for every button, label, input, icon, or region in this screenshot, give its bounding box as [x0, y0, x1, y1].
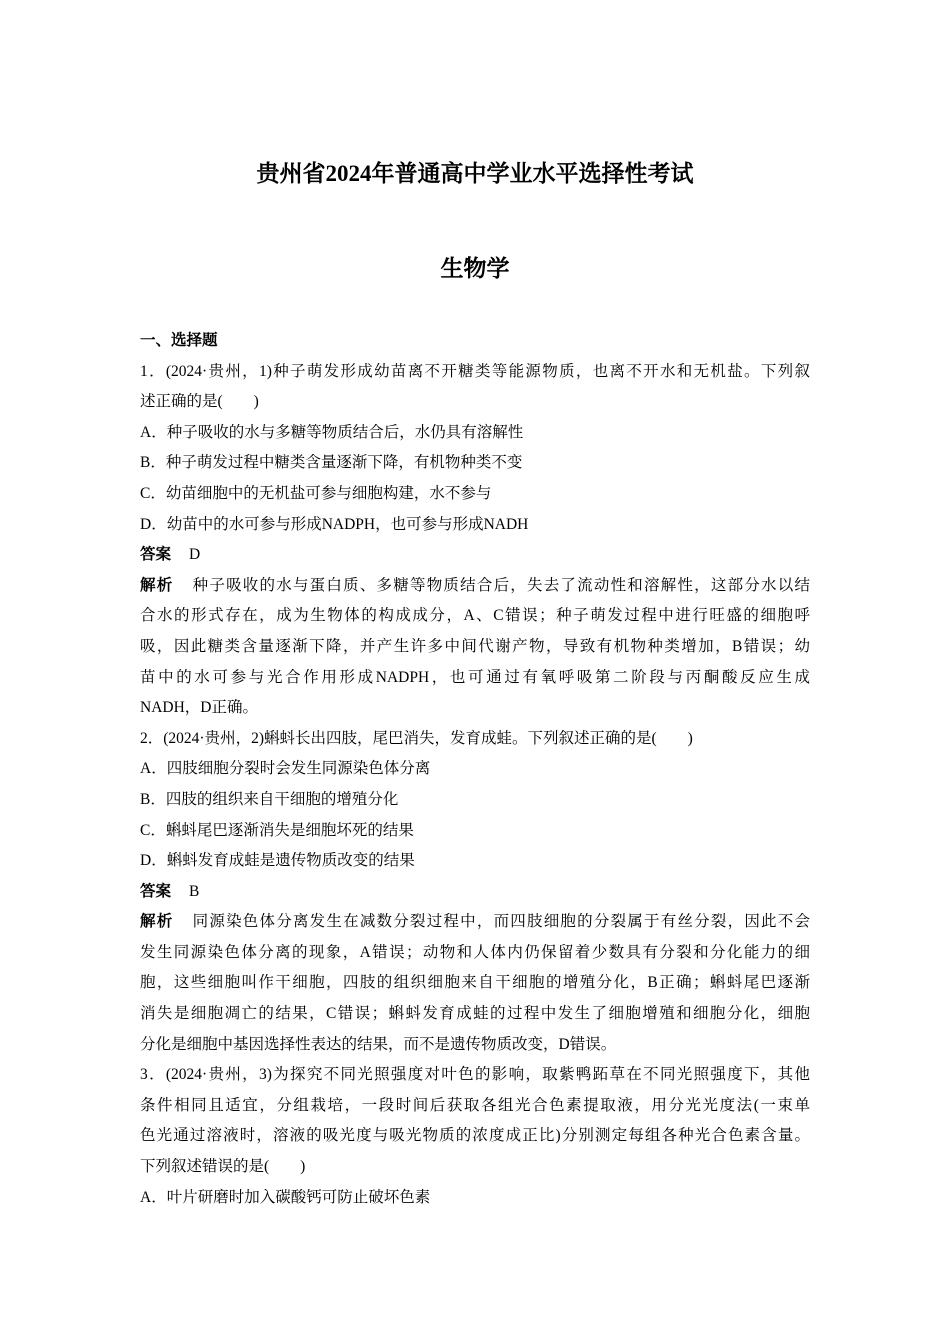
answer-line: [140, 877, 810, 908]
option-b: B．四肢的组织来自干细胞的增殖分化: [140, 790, 399, 808]
option-a: A．四肢细胞分裂时会发生同源染色体分离: [140, 760, 431, 778]
analysis-label: 解析: [140, 576, 174, 594]
analysis-line: 分化是细胞中基因选择性表达的结果，而不是遗传物质改变，D错误。: [140, 1035, 617, 1053]
analysis-line: [140, 907, 810, 938]
option-a: A．种子吸收的水与多糖等物质结合后，水仍具有溶解性: [140, 423, 524, 441]
analysis-line: 消失是细胞凋亡的结果，C错误；蝌蚪发育成蛙的过程中发生了细胞增殖和细胞分化，细胞: [140, 1005, 810, 1023]
option-d: D．幼苗中的水可参与形成NADPH，也可参与形成NADH: [140, 515, 529, 533]
answer-value: B: [189, 882, 200, 900]
question-stem-line: 色光通过溶液时，溶液的吸光度与吸光物质的浓度成正比)分别测定每组各种光合色素含量。: [140, 1127, 810, 1145]
question-stem-line: 述正确的是( ): [140, 393, 259, 411]
answer-label: 答案: [140, 546, 172, 564]
option-b: B．种子萌发过程中糖类含量逐渐下降，有机物种类不变: [140, 454, 523, 472]
analysis-line: [140, 571, 810, 602]
question-3: [140, 1060, 810, 1213]
analysis-label: 解析: [140, 913, 174, 931]
analysis-line: NADH，D正确。: [140, 699, 258, 717]
document-title: 贵州省2024年普通高中学业水平选择性考试: [256, 161, 694, 186]
question-stem-line: 1．(2024·贵州，1)种子萌发形成幼苗离不开糖类等能源物质，也离不开水和无机盐。下列叙: [140, 362, 810, 380]
option-c: C．蝌蚪尾巴逐渐消失是细胞坏死的结果: [140, 821, 414, 839]
option-a: A．叶片研磨时加入碳酸钙可防止破坏色素: [140, 1188, 431, 1206]
question-stem-line: 3．(2024·贵州，3)为探究不同光照强度对叶色的影响，取紫鸭跖草在不同光照强度下，其他: [140, 1066, 810, 1084]
question-stem-line: 条件相同且适宜，分组栽培，一段时间后获取各组光合色素提取液，用分光光度法(一束单: [140, 1096, 810, 1114]
section-heading: 一、选择题: [140, 332, 218, 349]
analysis-text: 种子吸收的水与蛋白质、多糖等物质结合后，失去了流动性和溶解性，这部分水以结: [191, 576, 810, 594]
question-stem-line: 下列叙述错误的是( ): [140, 1158, 306, 1176]
analysis-line: 合水的形式存在，成为生物体的构成成分，A、C错误；种子萌发过程中进行旺盛的细胞呼: [140, 607, 810, 625]
option-d: D．蝌蚪发育成蛙是遗传物质改变的结果: [140, 852, 415, 870]
answer-line: [140, 540, 810, 571]
analysis-line: 苗中的水可参与光合作用形成NADPH，也可通过有氧呼吸第二阶段与丙酮酸反应生成: [140, 668, 810, 686]
analysis-text: 同源染色体分离发生在减数分裂过程中，而四肢细胞的分裂属于有丝分裂，因此不会: [191, 913, 810, 931]
question-1: [140, 357, 810, 724]
option-c: C．幼苗细胞中的无机盐可参与细胞构建，水不参与: [140, 484, 492, 502]
answer-value: D: [189, 546, 201, 564]
analysis-line: 发生同源染色体分离的现象，A错误；动物和人体内仍保留着少数具有分裂和分化能力的细: [140, 943, 810, 961]
question-stem-line: 2．(2024·贵州，2)蝌蚪长出四肢，尾巴消失，发育成蛙。下列叙述正确的是( ): [140, 729, 693, 747]
question-2: [140, 724, 810, 1061]
analysis-line: 胞，这些细胞叫作干细胞，四肢的组织细胞来自干细胞的增殖分化，B正确；蝌蚪尾巴逐渐: [140, 974, 810, 992]
analysis-line: 吸，因此糖类含量逐渐下降，并产生许多中间代谢产物，导致有机物种类增加，B错误；幼: [140, 637, 810, 655]
document-subtitle: 生物学: [440, 256, 510, 281]
document-body: [140, 326, 810, 1213]
answer-label: 答案: [140, 882, 172, 900]
